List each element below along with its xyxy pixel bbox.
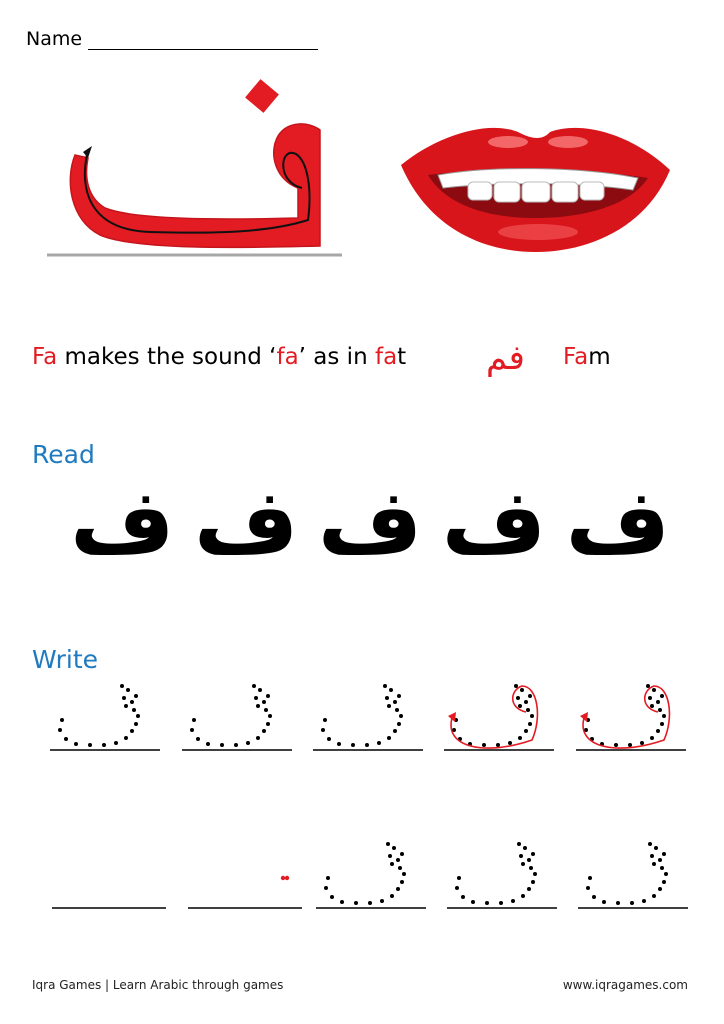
trace-dot bbox=[400, 852, 404, 856]
trace-dot bbox=[662, 880, 666, 884]
trace-dot bbox=[592, 895, 596, 899]
trace-dot bbox=[396, 858, 400, 862]
trace-dot bbox=[523, 846, 527, 850]
trace-dot bbox=[654, 846, 658, 850]
trace-dot bbox=[640, 741, 644, 745]
trace-dot bbox=[648, 842, 652, 846]
example-word-highlight: fa bbox=[374, 344, 398, 370]
trace-dot bbox=[393, 729, 397, 733]
trace-dot bbox=[266, 694, 270, 698]
trace-dot bbox=[660, 866, 664, 870]
trace-dot bbox=[340, 900, 344, 904]
trace-dot bbox=[524, 700, 528, 704]
trace-dot bbox=[588, 876, 592, 880]
read-letter: ف bbox=[565, 470, 670, 575]
sound-text: makes the sound ‘ bbox=[57, 344, 277, 370]
trace-dot bbox=[321, 728, 325, 732]
trace-dot bbox=[380, 899, 384, 903]
trace-dot bbox=[664, 872, 668, 876]
trace-dot bbox=[526, 708, 530, 712]
trace-dot bbox=[64, 737, 68, 741]
trace-dot bbox=[395, 708, 399, 712]
trace-dot bbox=[390, 862, 394, 866]
trace-dot bbox=[398, 866, 402, 870]
trace-dot bbox=[258, 688, 262, 692]
trace-dot bbox=[519, 854, 523, 858]
hero-letter-illustration bbox=[40, 70, 350, 265]
trace-dot bbox=[662, 852, 666, 856]
trace-dot bbox=[196, 737, 200, 741]
trace-dot bbox=[650, 736, 654, 740]
trace-dot bbox=[365, 743, 369, 747]
trace-dot bbox=[337, 742, 341, 746]
trace-dot bbox=[252, 684, 256, 688]
trace-dot bbox=[385, 696, 389, 700]
trace-dot bbox=[383, 684, 387, 688]
read-letter: ف bbox=[317, 470, 423, 575]
trace-dot bbox=[354, 901, 358, 905]
trace-dot bbox=[399, 714, 403, 718]
trace-dot bbox=[254, 696, 258, 700]
trace-dot bbox=[628, 743, 632, 747]
trace-dot bbox=[262, 729, 266, 733]
trace-dot bbox=[324, 886, 328, 890]
trace-dot bbox=[520, 688, 524, 692]
trace-dot bbox=[246, 741, 250, 745]
trace-dot bbox=[658, 887, 662, 891]
trace-dot bbox=[330, 895, 334, 899]
trace-dot bbox=[134, 694, 138, 698]
tracing-arrowhead bbox=[83, 146, 92, 158]
trace-dot bbox=[518, 704, 522, 708]
trace-guide-arrow bbox=[583, 686, 669, 748]
trace-dot bbox=[387, 704, 391, 708]
trace-dot bbox=[517, 842, 521, 846]
transliteration bbox=[563, 344, 611, 370]
trace-dot bbox=[122, 696, 126, 700]
trace-dot bbox=[392, 846, 396, 850]
trace-dot bbox=[266, 722, 270, 726]
trace-dot bbox=[516, 696, 520, 700]
start-dot bbox=[281, 876, 285, 880]
trace-dot bbox=[102, 743, 106, 747]
trace-dot bbox=[327, 737, 331, 741]
hero-letter-dot bbox=[245, 79, 279, 113]
trace-dot bbox=[351, 743, 355, 747]
trace-dot bbox=[518, 736, 522, 740]
trace-dot bbox=[390, 894, 394, 898]
trace-dot bbox=[482, 743, 486, 747]
trace-dot bbox=[650, 704, 654, 708]
trace-dot bbox=[646, 684, 650, 688]
trace-dot bbox=[402, 872, 406, 876]
trace-dot bbox=[132, 708, 136, 712]
footer-left: Iqra Games | Learn Arabic through games bbox=[32, 978, 284, 992]
trace-dot bbox=[396, 887, 400, 891]
trace-dot bbox=[533, 872, 537, 876]
trace-dot bbox=[648, 696, 652, 700]
trace-dot bbox=[511, 899, 515, 903]
name-field-row bbox=[26, 28, 318, 50]
trace-dot bbox=[134, 722, 138, 726]
read-letter: ف bbox=[441, 470, 547, 575]
trace-dot bbox=[74, 742, 78, 746]
trace-dot bbox=[397, 694, 401, 698]
name-blank-line[interactable] bbox=[88, 31, 318, 50]
trace-dot bbox=[586, 886, 590, 890]
trace-guide-arrow bbox=[451, 686, 537, 748]
trace-dot bbox=[630, 901, 634, 905]
write-practice-area[interactable] bbox=[0, 670, 724, 930]
trace-dot bbox=[652, 894, 656, 898]
trace-dot bbox=[124, 704, 128, 708]
trace-dot bbox=[656, 729, 660, 733]
sound-letter-name: Fa bbox=[32, 344, 58, 370]
trace-dot bbox=[397, 722, 401, 726]
trace-dot bbox=[524, 729, 528, 733]
name-label: Name bbox=[26, 28, 83, 50]
trace-dot bbox=[602, 900, 606, 904]
trace-dot bbox=[528, 694, 532, 698]
trace-dot bbox=[614, 743, 618, 747]
trace-dot bbox=[220, 743, 224, 747]
trace-dot bbox=[400, 880, 404, 884]
sound-text-2: ’ as in bbox=[298, 344, 375, 370]
arabic-example-word: فم bbox=[486, 338, 525, 378]
trace-dot bbox=[530, 714, 534, 718]
trace-dot bbox=[528, 722, 532, 726]
start-dot bbox=[285, 876, 289, 880]
trace-dot bbox=[616, 901, 620, 905]
trace-dot bbox=[234, 743, 238, 747]
transliteration-highlight: Fa bbox=[563, 344, 589, 370]
trace-dot bbox=[389, 688, 393, 692]
trace-dot bbox=[256, 704, 260, 708]
trace-dot bbox=[58, 728, 62, 732]
trace-dot bbox=[527, 858, 531, 862]
transliteration-rest: m bbox=[588, 344, 611, 370]
trace-dot bbox=[660, 694, 664, 698]
trace-dot bbox=[658, 708, 662, 712]
trace-dot bbox=[120, 684, 124, 688]
trace-dot bbox=[652, 688, 656, 692]
trace-dot bbox=[326, 876, 330, 880]
trace-dot bbox=[485, 901, 489, 905]
trace-dot bbox=[457, 876, 461, 880]
trace-dot bbox=[126, 688, 130, 692]
trace-dot bbox=[377, 741, 381, 745]
trace-dot bbox=[508, 741, 512, 745]
trace-dot bbox=[521, 894, 525, 898]
trace-dot bbox=[461, 895, 465, 899]
trace-dot bbox=[529, 866, 533, 870]
trace-dot bbox=[114, 741, 118, 745]
trace-dot bbox=[660, 722, 664, 726]
read-heading: Read bbox=[32, 440, 95, 469]
footer-url[interactable]: www.iqragames.com bbox=[562, 978, 688, 992]
trace-dot bbox=[662, 714, 666, 718]
read-letters-row bbox=[70, 470, 670, 575]
trace-dot bbox=[88, 743, 92, 747]
trace-dot bbox=[190, 728, 194, 732]
trace-dot bbox=[455, 886, 459, 890]
trace-dot bbox=[264, 708, 268, 712]
trace-dot bbox=[393, 700, 397, 704]
trace-dot bbox=[471, 900, 475, 904]
trace-dot bbox=[658, 858, 662, 862]
trace-dot bbox=[388, 854, 392, 858]
trace-dot bbox=[124, 736, 128, 740]
trace-dot bbox=[130, 729, 134, 733]
trace-dot bbox=[652, 862, 656, 866]
trace-dot bbox=[368, 901, 372, 905]
trace-dot bbox=[256, 736, 260, 740]
trace-dot bbox=[136, 714, 140, 718]
trace-dot bbox=[656, 700, 660, 704]
trace-dot bbox=[531, 880, 535, 884]
trace-dot bbox=[60, 718, 64, 722]
trace-dot bbox=[650, 854, 654, 858]
trace-dot bbox=[386, 842, 390, 846]
trace-dot bbox=[268, 714, 272, 718]
trace-dot bbox=[192, 718, 196, 722]
trace-dot bbox=[262, 700, 266, 704]
trace-dot bbox=[323, 718, 327, 722]
trace-dot bbox=[496, 743, 500, 747]
write-heading: Write bbox=[32, 645, 99, 674]
trace-dot bbox=[499, 901, 503, 905]
trace-dot bbox=[206, 742, 210, 746]
trace-dot bbox=[527, 887, 531, 891]
trace-dot bbox=[387, 736, 391, 740]
lips-image bbox=[398, 120, 673, 255]
trace-dot bbox=[642, 899, 646, 903]
trace-dot bbox=[531, 852, 535, 856]
hero-letter-shape bbox=[70, 124, 320, 247]
sound-value: fa bbox=[276, 344, 299, 370]
trace-dot bbox=[521, 862, 525, 866]
read-letter: ف bbox=[193, 470, 299, 575]
trace-dot bbox=[514, 684, 518, 688]
sound-sentence bbox=[32, 344, 406, 370]
trace-dot bbox=[130, 700, 134, 704]
read-letter: ف bbox=[70, 470, 175, 575]
example-word-rest: t bbox=[397, 344, 407, 370]
